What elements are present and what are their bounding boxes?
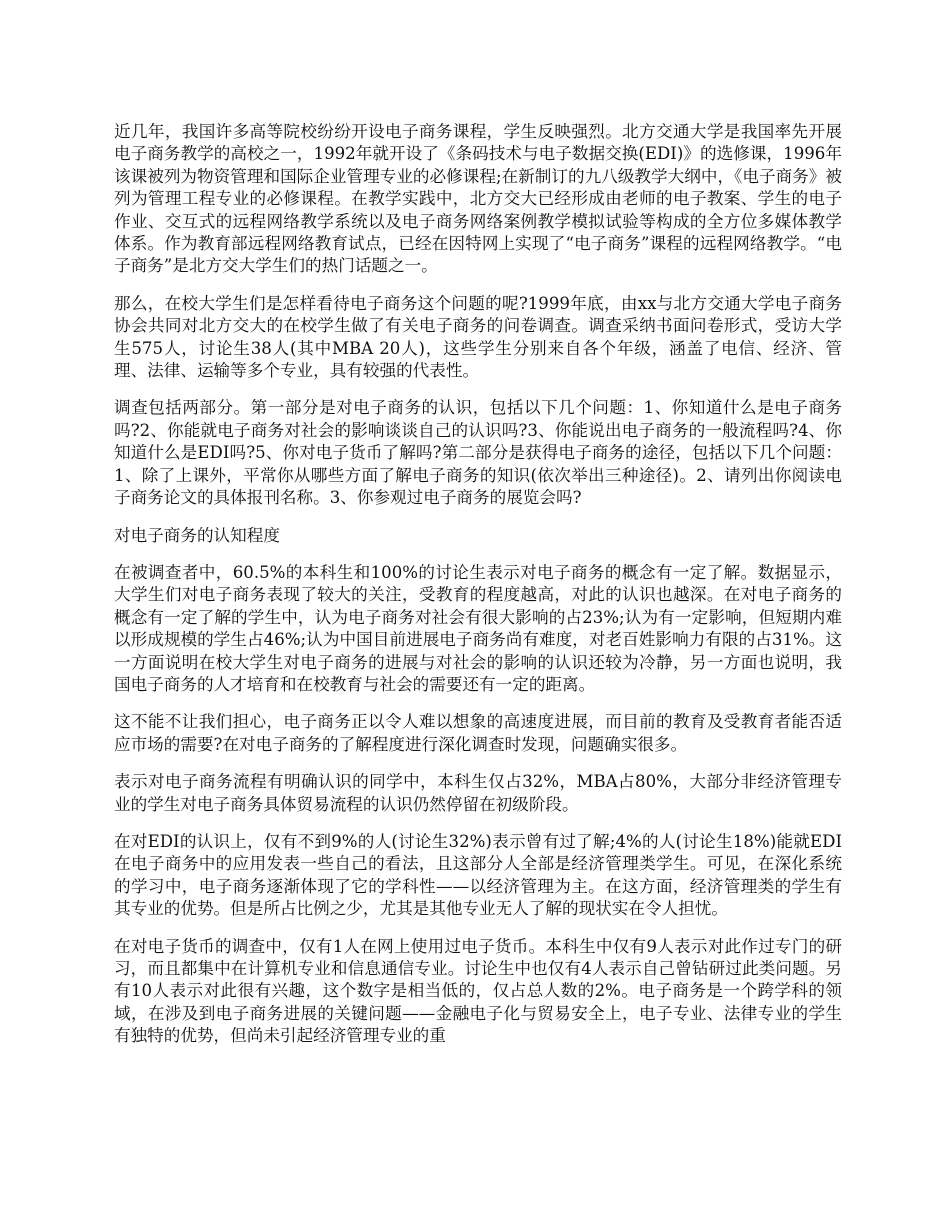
paragraph-survey-method: 那么，在校大学生们是怎样看待电子商务这个问题的呢?1999年底，由xx与北方交通大学电子商务协会共同对北方交大的在校学生做了有关电子商务的问卷调查。调查采纳书面问卷形式，受访大学生575人，讨论生38人(其中MBA 20人)，这些学生分别来自各个年级，涵盖了电信、经济、管理、法律、运输等多个专业，具有较强的代表性。 xyxy=(114,293,842,381)
paragraph-awareness: 在被调查者中，60.5%的本科生和100%的讨论生表示对电子商务的概念有一定了解。数据显示，大学生们对电子商务表现了较大的关注，受教育的程度越高，对此的认识也越深。在对电子商务的概念有一定了解的学生中，认为电子商务对社会有很大影响的占23%;认为有一定影响，但短期内难以形成规模的学生占46%;认为中国目前进展电子商务尚有难度，对老百姓影响力有限的占31%。这一方面说明在校大学生对电子商务的进展与对社会的影响的认识还较为冷静，另一方面也说明，我国电子商务的人才培育和在校教育与社会的需要还有一定的距离。 xyxy=(114,562,842,694)
paragraph-edi: 在对EDI的认识上，仅有不到9%的人(讨论生32%)表示曾有过了解;4%的人(讨论生18%)能就EDI在电子商务中的应用发表一些自己的看法，且这部分人全部是经济管理类学生。可见，在深化系统的学习中，电子商务逐渐体现了它的学科性——以经济管理为主。在这方面，经济管理类的学生有其专业的优势。但是所占比例之少，尤其是其他专业无人了解的现状实在令人担忧。 xyxy=(114,831,842,919)
paragraph-concern: 这不能不让我们担心，电子商务正以令人难以想象的高速度进展，而目前的教育及受教育者能否适应市场的需要?在对电子商务的了解程度进行深化调查时发现，问题确实很多。 xyxy=(114,712,842,754)
paragraph-e-money: 在对电子货币的调查中，仅有1人在网上使用过电子货币。本科生中仅有9人表示对此作过专门的研习，而且都集中在计算机专业和信息通信专业。讨论生中也仅有4人表示自己曾钻研过此类问题。另有10人表示对此很有兴趣，这个数字是相当低的，仅占总人数的2%。电子商务是一个跨学科的领域，在涉及到电子商务进展的关键问题——金融电子化与贸易安全上，电子专业、法律专业的学生有独特的优势，但尚未引起经济管理专业的重 xyxy=(114,936,842,1046)
section-heading: 对电子商务的认知程度 xyxy=(114,525,280,545)
document-page xyxy=(114,121,842,1063)
paragraph-intro: 近几年，我国许多高等院校纷纷开设电子商务课程，学生反映强烈。北方交通大学是我国率先开展电子商务教学的高校之一，1992年就开设了《条码技术与电子数据交换(EDI)》的选修课，1996年该课被列为物资管理和国际企业管理专业的必修课程;在新制订的九八级教学大纲中，《电子商务》被列为管理工程专业的必修课程。在教学实践中，北方交大已经形成由老师的电子教案、学生的电子作业、交互式的远程网络教学系统以及电子商务网络案例教学模拟试验等构成的全方位多媒体教学体系。作为教育部远程网络教育试点，已经在因特网上实现了“电子商务”课程的远程网络教学。“电子商务”是北方交大学生们的热门话题之一。 xyxy=(114,122,842,276)
paragraph-process: 表示对电子商务流程有明确认识的同学中，本科生仅占32%，MBA占80%，大部分非经济管理专业的学生对电子商务具体贸易流程的认识仍然停留在初级阶段。 xyxy=(114,772,842,814)
paragraph-survey-content: 调查包括两部分。第一部分是对电子商务的认识，包括以下几个问题：1、你知道什么是电子商务吗?2、你能就电子商务对社会的影响谈谈自己的认识吗?3、你能说出电子商务的一般流程吗?4、你知道什么是EDI吗?5、你对电子货币了解吗?第二部分是获得电子商务的途径，包括以下几个问题：1、除了上课外，平常你从哪些方面了解电子商务的知识(依次举出三种途径)。2、请列出你阅读电子商务论文的具体报刊名称。3、你参观过电子商务的展览会吗? xyxy=(114,398,842,508)
